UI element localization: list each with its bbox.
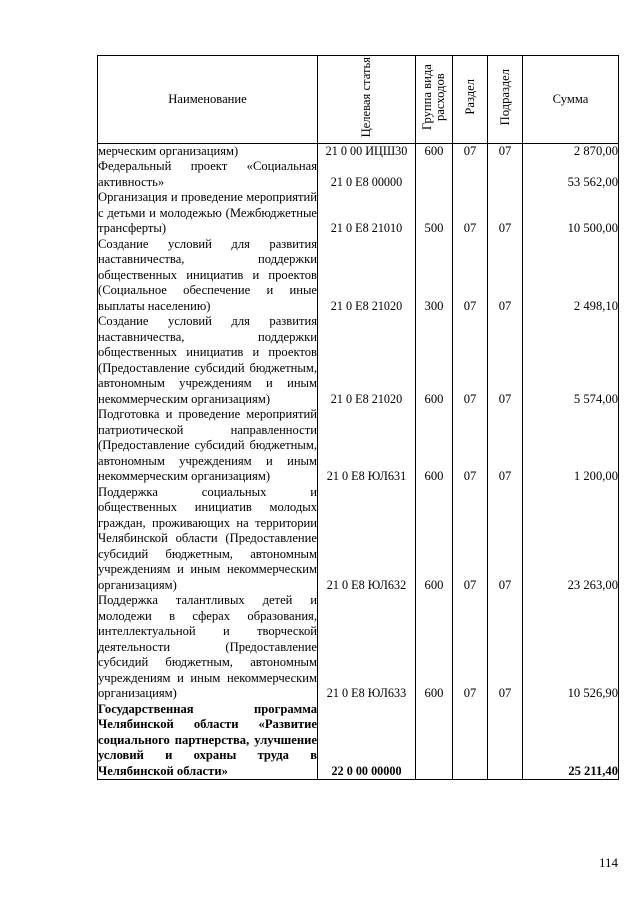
- cell-name: мерческим организациям): [98, 143, 318, 159]
- table-row: [98, 159, 619, 190]
- cell-article: 21 0 Е8 ЮЛ631: [318, 407, 416, 485]
- cell-subsection: [488, 159, 523, 190]
- cell-subsection: 07: [488, 314, 523, 407]
- column-header-article: Целевая статья: [318, 56, 416, 144]
- cell-subsection: 07: [488, 143, 523, 159]
- cell-sum: 5 574,00: [523, 314, 619, 407]
- cell-subsection: 07: [488, 485, 523, 594]
- cell-group: 600: [416, 407, 453, 485]
- cell-article: 21 0 Е8 ЮЛ632: [318, 485, 416, 594]
- cell-article: 21 0 Е8 21020: [318, 237, 416, 315]
- table-row: [98, 485, 619, 594]
- cell-name: Федеральный проект «Социальная активность»: [98, 159, 317, 189]
- cell-subsection: 07: [488, 190, 523, 237]
- column-header-section: Раздел: [453, 56, 488, 144]
- cell-section: 07: [453, 237, 488, 315]
- cell-name: Подготовка и проведение мероприятий патриотической направленности (Предоставление субсидий бюджетным, автономным учреждениям и иным некоммерческим организациям): [98, 407, 317, 483]
- cell-sum: 23 263,00: [523, 485, 619, 594]
- cell-name: Поддержка социальных и общественных инициатив молодых граждан, проживающих на территории Челябинской области (Предоставление субсидий бюджетным, автономным учреждениям и иным некоммерческим организациям): [98, 484, 317, 592]
- table-row: [98, 237, 619, 315]
- budget-sheet: [97, 55, 618, 780]
- cell-sum: 2 870,00: [523, 143, 619, 159]
- cell-sum: 10 526,90: [523, 593, 619, 702]
- cell-section: 07: [453, 593, 488, 702]
- table-row: [98, 702, 619, 780]
- cell-sum: 25 211,40: [523, 702, 619, 780]
- cell-name: Поддержка талантливых детей и молодежи в сферах образования, интеллектуальной и творческой деятельности (Предоставление субсидий бюджетным, автономным учреждениям и иным некоммерческим организациям): [98, 593, 317, 700]
- column-header-sum: Сумма: [523, 56, 619, 144]
- budget-table: [97, 55, 619, 780]
- cell-subsection: 07: [488, 593, 523, 702]
- cell-section: [453, 702, 488, 780]
- cell-sum: 10 500,00: [523, 190, 619, 237]
- cell-article: 21 0 Е8 21020: [318, 314, 416, 407]
- cell-group: 600: [416, 485, 453, 594]
- table-row: [98, 143, 619, 159]
- cell-group: 600: [416, 314, 453, 407]
- cell-section: 07: [453, 407, 488, 485]
- cell-subsection: 07: [488, 237, 523, 315]
- table-row: [98, 314, 619, 407]
- page-number: 114: [598, 855, 618, 870]
- cell-section: 07: [453, 143, 488, 159]
- cell-sum: 53 562,00: [523, 159, 619, 190]
- cell-article: 22 0 00 00000: [318, 702, 416, 780]
- cell-name: Создание условий для развития наставничества, поддержки общественных инициатив и проектов (Предоставление субсидий бюджетным, автономным учреждениям и иным некоммерческим организациям): [98, 314, 317, 406]
- cell-sum: 2 498,10: [523, 237, 619, 315]
- cell-article: 21 0 Е8 ЮЛ633: [318, 593, 416, 702]
- cell-sum: 1 200,00: [523, 407, 619, 485]
- column-header-subsection: Подраздел: [488, 56, 523, 144]
- cell-name: Создание условий для развития наставничества, поддержки общественных инициатив и проектов (Социальное обеспечение и иные выплаты населению): [98, 236, 317, 313]
- cell-article: 21 0 00 ИЦШ30: [318, 143, 416, 159]
- cell-group: [416, 702, 453, 780]
- table-body: [98, 143, 619, 780]
- cell-article: 21 0 Е8 00000: [318, 159, 416, 190]
- cell-group: 300: [416, 237, 453, 315]
- cell-group: 600: [416, 593, 453, 702]
- table-header-row: [98, 56, 619, 144]
- cell-name: Государственная программа Челябинской области «Развитие социального партнерства, улучшение условий и охраны труда в Челябинской области»: [98, 701, 317, 778]
- cell-subsection: 07: [488, 407, 523, 485]
- table-row: [98, 407, 619, 485]
- cell-group: 500: [416, 190, 453, 237]
- cell-article: 21 0 Е8 21010: [318, 190, 416, 237]
- column-header-group: Группа вида расходов: [416, 56, 453, 144]
- table-row: [98, 593, 619, 702]
- table-row: [98, 190, 619, 237]
- cell-group: [416, 159, 453, 190]
- column-header-name: Наименование: [98, 56, 318, 144]
- cell-section: 07: [453, 314, 488, 407]
- cell-section: [453, 159, 488, 190]
- cell-group: 600: [416, 143, 453, 159]
- cell-name: Организация и проведение мероприятий с детьми и молодежью (Межбюджетные трансферты): [98, 190, 317, 235]
- cell-section: 07: [453, 485, 488, 594]
- cell-subsection: [488, 702, 523, 780]
- cell-section: 07: [453, 190, 488, 237]
